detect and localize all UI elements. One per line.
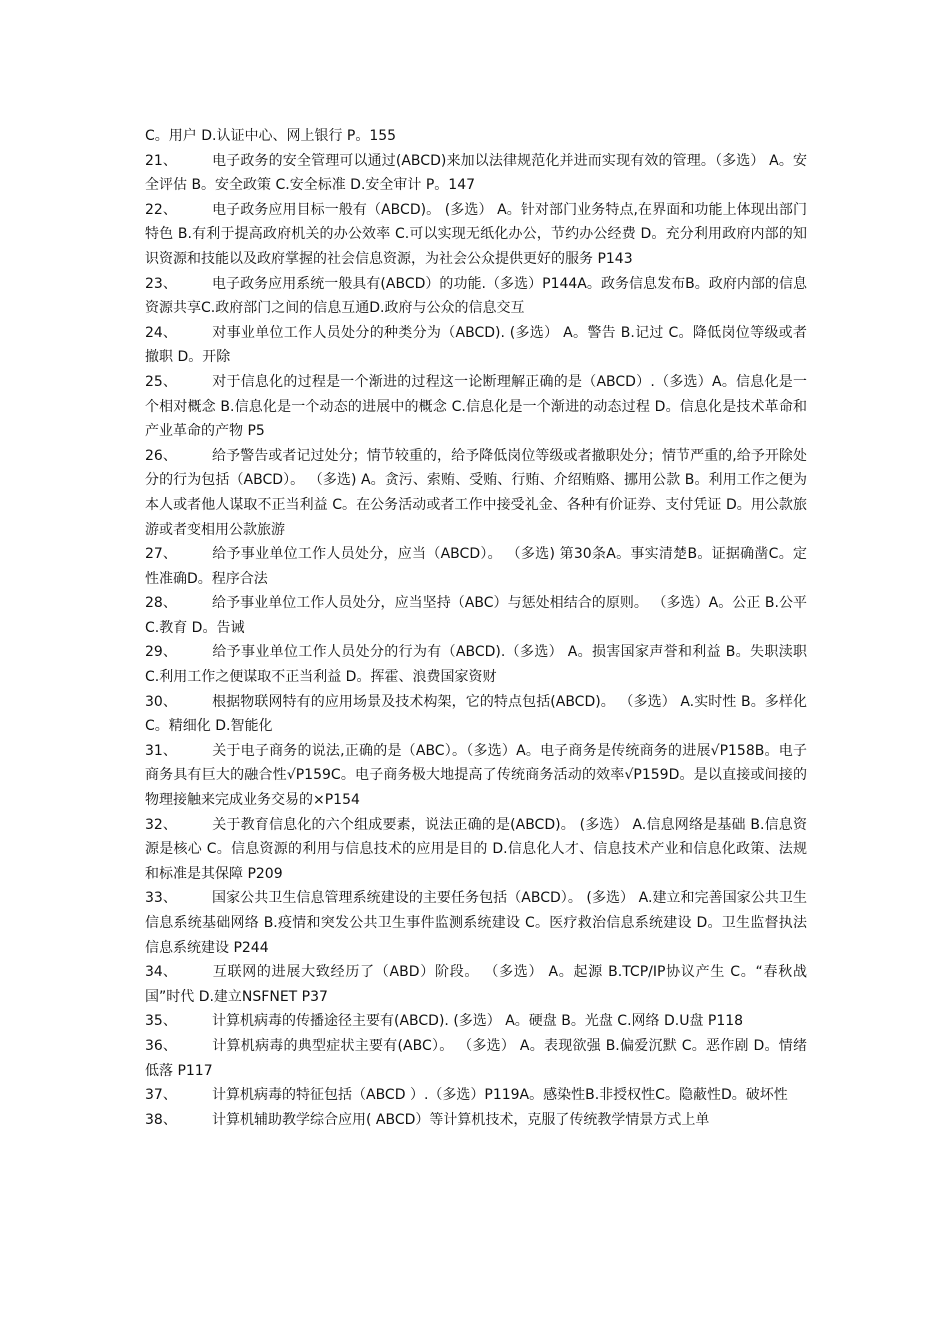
- question-number: 32、: [145, 816, 177, 833]
- question-item: [145, 690, 807, 739]
- question-item: [145, 960, 807, 1009]
- question-number: 33、: [145, 890, 177, 907]
- continuation-text: C。用户 D.认证中心、网上银行 P。155: [145, 128, 397, 144]
- question-item: [145, 591, 807, 640]
- question-text: 关于电子商务的说法,正确的是（ABC）。（多选）A。电子商务是传统商务的进展√P158B。电子商务具有巨大的融合性√P159C。电子商务极大地提高了传统商务活动的效率√P159D。是以直接或间接的物理接触来完成业务交易的×P154: [145, 742, 807, 809]
- question-item: [145, 739, 807, 813]
- question-number: 34、: [145, 964, 177, 981]
- question-item: [145, 813, 807, 887]
- question-text: 给予事业单位工作人员处分，应当坚持（ABC）与惩处相结合的原则。 （多选）A。公正 B.公平 C.教育 D。告诫: [145, 595, 807, 636]
- question-text: 计算机辅助教学综合应用( ABCD）等计算机技术，克服了传统教学情景方式上单: [212, 1111, 710, 1128]
- question-list: [145, 149, 807, 1133]
- question-item: [145, 370, 807, 444]
- question-text: 计算机病毒的传播途径主要有(ABCD). (多选） A。硬盘 B。光盘 C.网络 D.U盘 P118: [212, 1013, 744, 1030]
- question-number: 21、: [145, 152, 177, 169]
- question-item: [145, 886, 807, 960]
- question-number: 35、: [145, 1013, 177, 1030]
- question-number: 29、: [145, 644, 177, 661]
- question-text: 计算机病毒的特征包括（ABCD ）.（多选）P119A。感染性B.非授权性C。隐蔽性D。破坏性: [212, 1087, 788, 1104]
- question-item: [145, 272, 807, 321]
- question-number: 28、: [145, 595, 177, 612]
- question-item: [145, 1009, 807, 1034]
- question-number: 36、: [145, 1037, 177, 1054]
- question-text: 电子政务的安全管理可以通过(ABCD)来加以法律规范化并进而实现有效的管理。（多选） A。安全评估 B。安全政策 C.安全标准 D.安全审计 P。147: [145, 152, 807, 194]
- question-number: 22、: [145, 201, 177, 218]
- question-text: 电子政务应用目标一般有（ABCD)。 (多选） A。针对部门业务特点,在界面和功能上体现出部门特色 B.有利于提高政府机关的办公效率 C.可以实现无纸化办公，节约办公经费 D。充分利用政府内部的知识资源和技能以及政府掌握的社会信息资源，为社会公众提供更好的服务 P143: [145, 201, 807, 267]
- question-number: 25、: [145, 373, 177, 390]
- question-item: [145, 198, 807, 272]
- question-item: [145, 444, 807, 542]
- question-item: [145, 542, 807, 591]
- question-item: [145, 640, 807, 689]
- question-number: 30、: [145, 693, 177, 710]
- question-number: 23、: [145, 275, 177, 292]
- question-text: 给予警告或者记过处分；情节较重的，给予降低岗位等级或者撤职处分；情节严重的,给予开除处分的行为包括（ABCD）。 （多选) A。贪污、索贿、受贿、行贿、介绍贿赂、挪用公款 B。利用工作之便为本人或者他人谋取不正当利益 C。在公务活动或者工作中接受礼金、各种有价证券、支付凭证 D。用公款旅游或者变相用公款旅游: [145, 447, 807, 538]
- question-item: [145, 1034, 807, 1083]
- question-number: 31、: [145, 742, 177, 759]
- question-text: 给予事业单位工作人员处分的行为有（ABCD).（多选） A。损害国家声誉和利益 B。失职渎职 C.利用工作之便谋取不正当利益 D。挥霍、浪费国家资财: [145, 644, 807, 686]
- question-text: 关于教育信息化的六个组成要素，说法正确的是(ABCD)。 (多选） A.信息网络是基础 B.信息资源是核心 C。信息资源的利用与信息技术的应用是目的 D.信息化人才、信息技术产业和信息化政策、法规和标准是其保障 P209: [145, 816, 807, 882]
- question-item: [145, 1108, 807, 1133]
- question-text: 对于信息化的过程是一个渐进的过程这一论断理解正确的是（ABCD）.（多选）A。信息化是一个相对概念 B.信息化是一个动态的进展中的概念 C.信息化是一个渐进的动态过程 D。信息化是技术革命和产业革命的产物 P5: [145, 373, 807, 440]
- question-number: 27、: [145, 546, 177, 563]
- question-item: [145, 149, 807, 198]
- question-number: 24、: [145, 324, 177, 341]
- document-body: [145, 124, 807, 1132]
- question-text: 互联网的进展大致经历了（ABD）阶段。 （多选） A。起源 B.TCP/IP协议产生 C。“春秋战国”时代 D.建立NSFNET P37: [145, 964, 807, 1005]
- question-number: 38、: [145, 1111, 177, 1128]
- question-item: [145, 321, 807, 370]
- question-text: 对事业单位工作人员处分的种类分为（ABCD). (多选） A。警告 B.记过 C。降低岗位等级或者撤职 D。开除: [145, 324, 807, 366]
- question-text: 给予事业单位工作人员处分，应当（ABCD）。 （多选) 第30条A。事实清楚B。证据确凿C。定性准确D。程序合法: [145, 546, 807, 587]
- question-item: [145, 1083, 807, 1108]
- question-number: 37、: [145, 1087, 177, 1104]
- question-number: 26、: [145, 447, 177, 464]
- question-text: 国家公共卫生信息管理系统建设的主要任务包括（ABCD）。 (多选） A.建立和完善国家公共卫生信息系统基础网络 B.疫情和突发公共卫生事件监测系统建设 C。医疗救治信息系统建设 D。卫生监督执法信息系统建设 P244: [145, 890, 807, 956]
- question-text: 电子政务应用系统一般具有(ABCD）的功能.（多选）P144A。政务信息发布B。政府内部的信息资源共享C.政府部门之间的信息互通D.政府与公众的信息交互: [145, 275, 807, 317]
- question-text: 计算机病毒的典型症状主要有(ABC）。 （多选） A。表现欲强 B.偏爱沉默 C。恶作剧 D。情绪低落 P117: [145, 1037, 807, 1079]
- question-text: 根据物联网特有的应用场景及技术构架，它的特点包括(ABCD)。 （多选） A.实时性 B。多样化 C。精细化 D.智能化: [145, 693, 807, 735]
